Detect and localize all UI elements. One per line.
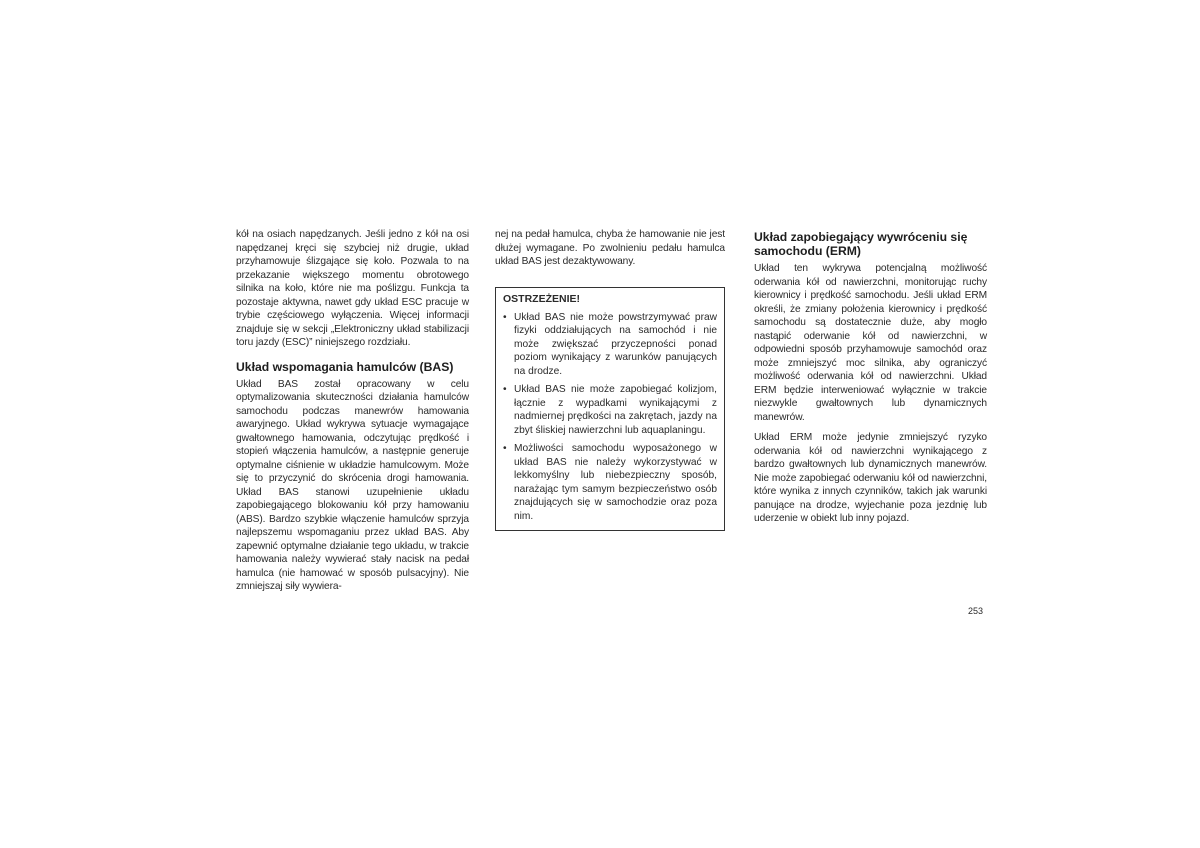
column-middle — [495, 228, 725, 531]
column-left — [236, 228, 469, 594]
warning-list — [503, 311, 717, 524]
warning-item — [503, 383, 717, 437]
warning-item — [503, 442, 717, 523]
warning-item-text: Możliwości samochodu wyposażonego w układ BAS nie należy wykorzystywać w lekkomyślny lub niebezpieczny sposób, narażając tym samym bezpieczeństwo osób znajdujących się w samochodzie oraz poza nim. — [514, 443, 717, 522]
warning-box — [495, 287, 725, 532]
paragraph-bas-continued: nej na pedał hamulca, chyba że hamowanie nie jest dłużej wymagane. Po zwolnieniu pedału hamulca układ BAS jest dezaktywowany. — [495, 229, 725, 267]
paragraph-wheel-slip: kół na osiach napędzanych. Jeśli jedno z kół na osi napędzanej kręci się szybciej niż drugie, układ przyhamowuje ślizgające się koło. Pozwala to na przekazanie większego momentu obrotowego silnika na koło, które nie ma poślizgu. Funkcja ta pozostaje aktywna, nawet gdy układ ESC pracuje w trybie częściowego wyłączenia. Więcej informacji znajduje się w sekcji „Elektroniczny układ stabilizacji toru jazdy (ESC)” niniejszego rozdziału. — [236, 229, 469, 348]
heading-erm: Układ zapobiegający wywróceniu się samochodu (ERM) — [754, 230, 968, 258]
paragraph-erm-1: Układ ten wykrywa potencjalną możliwość oderwania kół od nawierzchni, monitorując ruchy kierownicy i prędkość samochodu. Jeśli układ ERM określi, że zmiany położenia kierownicy i prędkość samochodu są dostatecznie duże, aby mogło nastąpić oderwanie kół od nawierzchni, w odpowiedni sposób przyhamowuje samochód oraz może zmniejszyć moc silnika, aby ograniczyć możliwość oderwania kół od nawierzchni. Układ ERM będzie interweniować wyłącznie w trakcie niezwykle gwałtownych lub dynamicznych manewrów. — [754, 263, 987, 423]
warning-item-text: Układ BAS nie może powstrzymywać praw fizyki oddziałujących na samochód i nie może zwiększać przyczepności ponad poziom wynikający z warunków panujących na drodze. — [514, 311, 717, 377]
warning-item-text: Układ BAS nie może zapobiegać kolizjom, łącznie z wypadkami wynikającymi z nadmiernej prędkości na zakrętach, jazdy na zbyt śliskiej nawierzchni lub aquaplaningu. — [514, 384, 717, 436]
bullet-icon: • — [503, 443, 507, 454]
paragraph-erm-2: Układ ERM może jedynie zmniejszyć ryzyko oderwania kół od nawierzchni wynikającego z bardzo gwałtownych lub dynamicznych manewrów. Nie może zapobiegać oderwaniu kół od nawierzchni, które wynika z innych czynników, takich jak warunki panujące na drodze, wyjechanie poza jezdnię lub uderzenie w obiekt lub inny pojazd. — [754, 432, 987, 524]
column-right — [754, 228, 987, 526]
page-number: 253 — [968, 606, 984, 616]
bullet-icon: • — [503, 384, 507, 395]
paragraph-bas: Układ BAS został opracowany w celu optymalizowania skuteczności działania hamulców samochodu podczas manewrów hamowania awaryjnego. Układ wykrywa sytuacje wymagające gwałtownego hamowania, odczytując prędkość i stopień włączenia hamulców, a następnie generuje optymalne ciśnienie w układzie hamulcowym. Może się to przyczynić do skrócenia drogi hamowania. Układ BAS stanowi uzupełnienie układu zapobiegającego blokowaniu kół przy hamowaniu (ABS). Bardzo szybkie włączenie hamulców sprzyja najlepszemu wspomaganiu przez układ BAS. Aby zapewnić optymalne działanie tego układu, w trakcie hamowania należy wywierać stały nacisk na pedał hamulca (nie hamować w sposób pulsacyjny). Nie zmniejszaj siły wywiera- — [236, 378, 469, 592]
bullet-icon: • — [503, 311, 507, 323]
heading-bas: Układ wspomagania hamulców (BAS) — [236, 359, 454, 374]
warning-item — [503, 311, 717, 379]
warning-title: OSTRZEŻENIE! — [503, 292, 581, 305]
